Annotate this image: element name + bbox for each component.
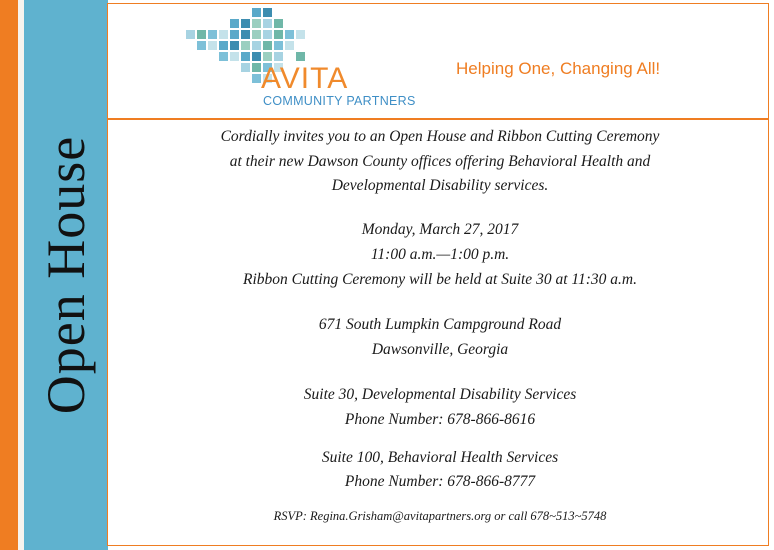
logo-tile [263,19,272,28]
logo-tile [252,19,261,28]
avita-logo [182,6,416,112]
logo-tile [285,30,294,39]
logo-tile [285,41,294,50]
logo-tile [252,74,261,83]
logo-tile [208,41,217,50]
logo-tile [263,52,272,61]
invite-line-3: Developmental Disability services. [331,177,549,194]
logo-tile [197,41,206,50]
logo-tile [197,30,206,39]
logo-tile [252,30,261,39]
address-street: 671 South Lumpkin Campground Road [318,316,562,333]
logo-tile [230,41,239,50]
logo-tile [241,41,250,50]
logo-tile [296,30,305,39]
logo-tile [241,30,250,39]
logo-tile [274,19,283,28]
logo-tile [219,30,228,39]
logo-tile [263,30,272,39]
invite-line-1: Cordially invites you to an Open House and Ribbon Cutting Ceremony [220,128,660,145]
logo-tile [263,8,272,17]
logo-tile [274,30,283,39]
logo-tile [230,30,239,39]
logo-subtitle: COMMUNITY PARTNERS [263,94,416,108]
logo-tile [219,52,228,61]
event-date: Monday, March 27, 2017 [361,221,519,238]
logo-tile [208,30,217,39]
logo-tile [274,41,283,50]
logo-tile [219,41,228,50]
logo-tile [252,52,261,61]
side-title: Open House [36,135,96,415]
logo-tile [186,30,195,39]
suite-30-phone: Phone Number: 678-866-8616 [344,411,536,428]
logo-tile [252,41,261,50]
suite-100-name: Suite 100, Behavioral Health Services [321,449,559,466]
logo-tile [230,19,239,28]
logo-tile [241,19,250,28]
tagline: Helping One, Changing All! [456,59,661,78]
address-city: Dawsonville, Georgia [371,341,509,358]
ribbon-cutting-note: Ribbon Cutting Ceremony will be held at Suite 30 at 11:30 a.m. [243,271,637,288]
rsvp-line: RSVP: Regina.Grisham@avitapartners.org or call 678~513~5748 [273,509,607,523]
logo-tile [274,52,283,61]
suite-30-name: Suite 30, Developmental Disability Services [303,386,577,403]
invite-line-2: at their new Dawson County offices offering Behavioral Health and [229,153,651,170]
logo-brand: AVITA [261,62,349,95]
logo-tile [263,41,272,50]
header-divider [107,118,769,120]
logo-tile [230,52,239,61]
logo-tile [241,63,250,72]
logo-tile [252,63,261,72]
logo-tile [296,52,305,61]
event-time: 11:00 a.m.—1:00 p.m. [370,246,510,263]
logo-tile [241,52,250,61]
suite-100-phone: Phone Number: 678-866-8777 [344,473,536,490]
logo-tile [252,8,261,17]
